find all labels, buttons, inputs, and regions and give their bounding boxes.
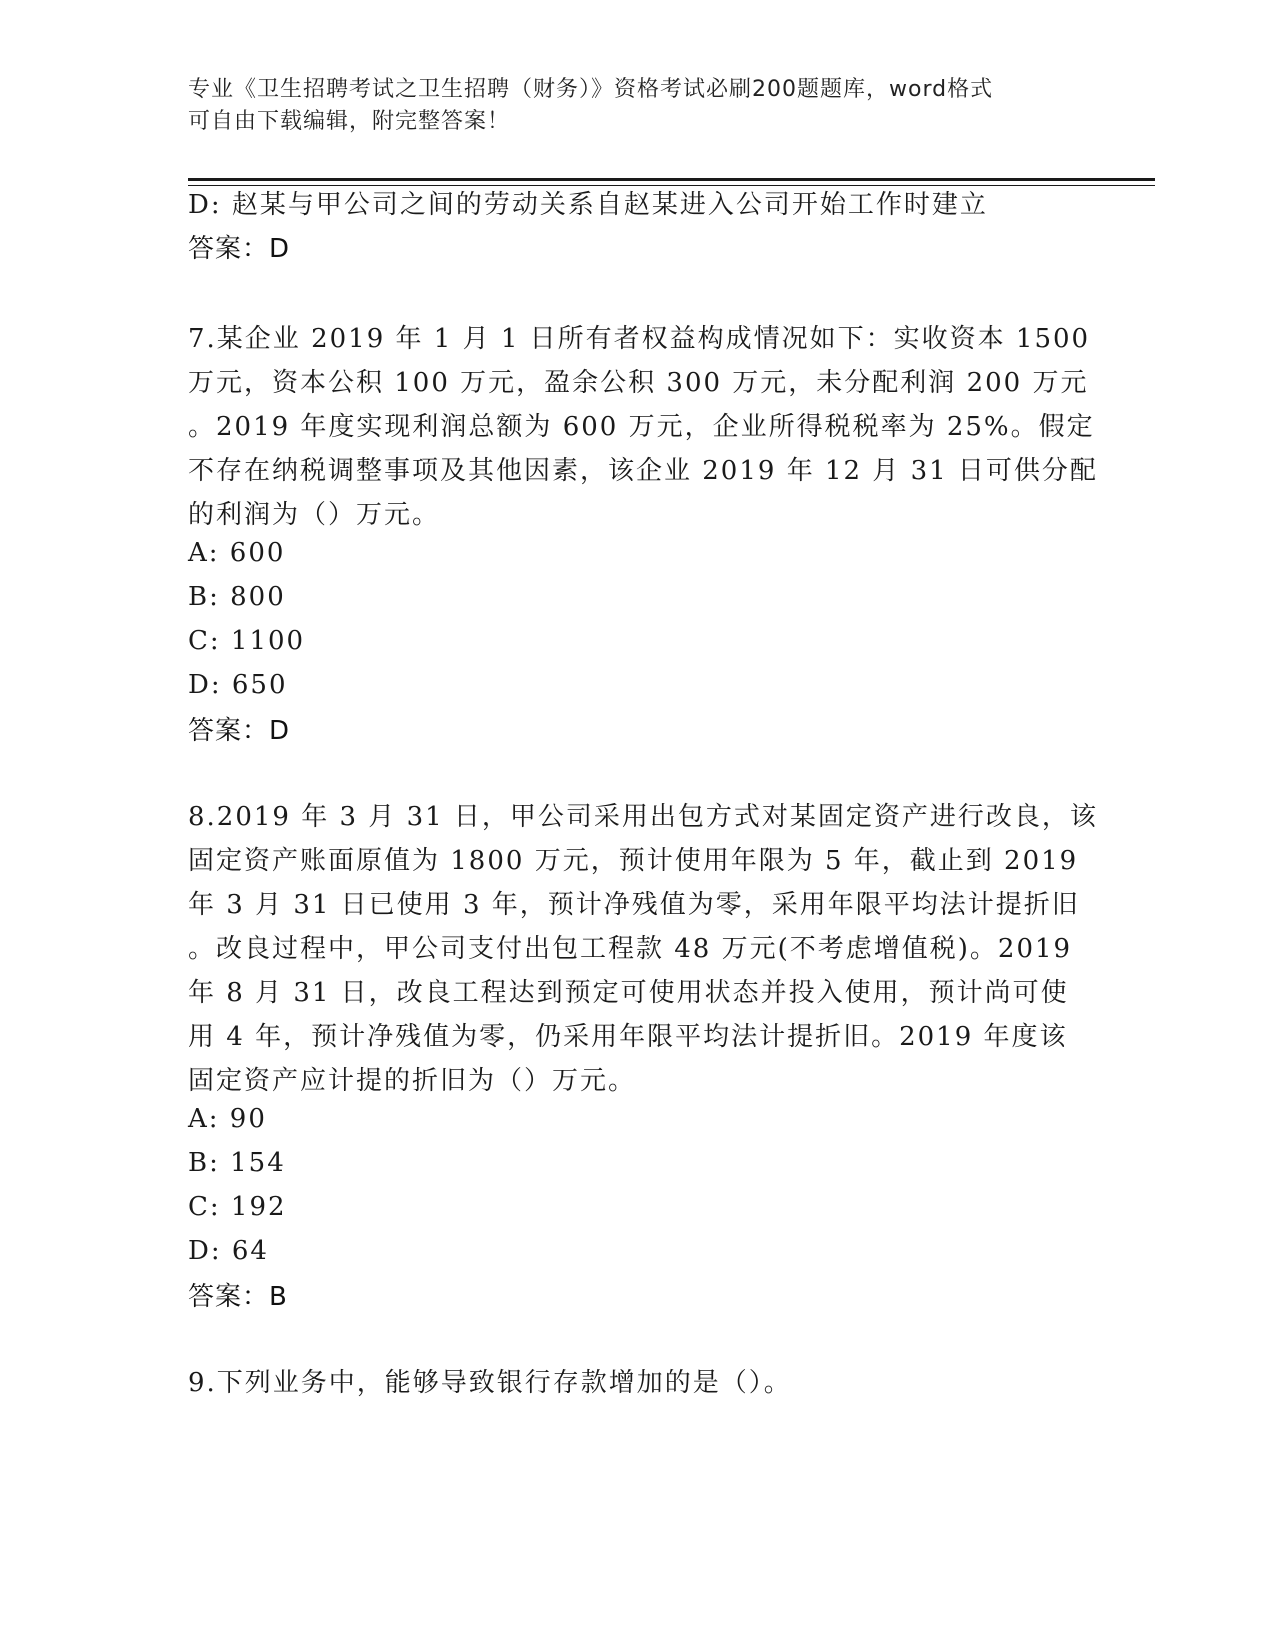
q9-stem-line: 9.下列业务中，能够导致银行存款增加的是（）。: [188, 1368, 792, 1398]
q7-option-d: D: 650: [188, 670, 288, 700]
prev-option-d: D: 赵某与甲公司之间的劳动关系自赵某进入公司开始工作时建立: [188, 190, 988, 220]
header-line-2: 可自由下载编辑，附完整答案！: [188, 109, 511, 134]
q8-stem-line: 。改良过程中，甲公司支付出包工程款 48 万元(不考虑增值税)。2019: [188, 934, 1073, 964]
q7-stem-line: 的利润为（）万元。: [188, 500, 441, 530]
q7-stem-line: 7.某企业 2019 年 1 月 1 日所有者权益构成情况如下：实收资本 1500: [188, 324, 1091, 354]
q8-stem-line: 固定资产账面原值为 1800 万元，预计使用年限为 5 年，截止到 2019: [188, 846, 1079, 876]
q8-stem-line: 用 4 年，预计净残值为零，仍采用年限平均法计提折旧。2019 年度该: [188, 1022, 1068, 1052]
page-header: [188, 74, 1088, 138]
header-divider-thick: [188, 178, 1155, 181]
header-line-1: 专业《卫生招聘考试之卫生招聘（财务）》资格考试必刷200题题库，word格式: [188, 77, 994, 102]
q7-option-b: B: 800: [188, 582, 286, 612]
q7-answer: 答案：D: [188, 716, 291, 746]
q8-option-b: B: 154: [188, 1148, 286, 1178]
q8-option-a: A: 90: [188, 1104, 267, 1134]
q7-option-a: A: 600: [188, 538, 286, 568]
q8-stem-line: 年 3 月 31 日已使用 3 年，预计净残值为零，采用年限平均法计提折旧: [188, 890, 1080, 920]
q7-stem-line: 不存在纳税调整事项及其他因素，该企业 2019 年 12 月 31 日可供分配: [188, 456, 1098, 486]
q7-stem-line: 。2019 年度实现利润总额为 600 万元，企业所得税税率为 25%。假定: [188, 412, 1095, 442]
q8-option-c: C: 192: [188, 1192, 287, 1222]
q8-stem-line: 年 8 月 31 日，改良工程达到预定可使用状态并投入使用，预计尚可使: [188, 978, 1069, 1008]
q8-answer: 答案：B: [188, 1282, 288, 1312]
q8-stem-line: 8.2019 年 3 月 31 日，甲公司采用出包方式对某固定资产进行改良，该: [188, 802, 1098, 832]
prev-answer: 答案：D: [188, 234, 291, 264]
q8-stem-line: 固定资产应计提的折旧为（）万元。: [188, 1066, 637, 1096]
q7-option-c: C: 1100: [188, 626, 306, 656]
q7-stem-line: 万元，资本公积 100 万元，盈余公积 300 万元，未分配利润 200 万元: [188, 368, 1089, 398]
q8-option-d: D: 64: [188, 1236, 269, 1266]
